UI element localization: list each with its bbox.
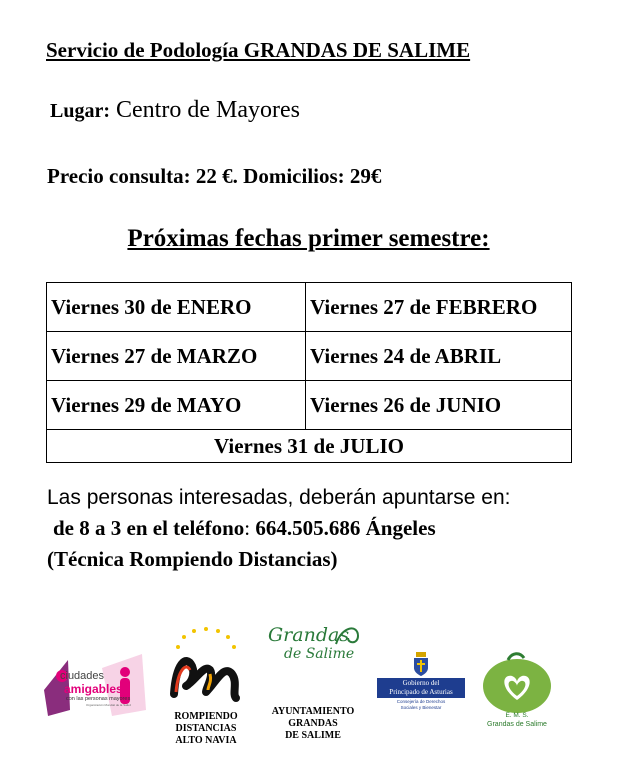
ciudades-line4: Organización Mundial de la Salud: [86, 703, 131, 707]
contact-block: [47, 482, 511, 575]
principado-banner: [377, 678, 465, 698]
dates-table: [46, 282, 572, 463]
date-cell: Viernes 26 de JUNIO: [306, 381, 572, 430]
ciudades-line3: con las personas mayores: [66, 696, 131, 702]
ayuntamiento-logo: [262, 622, 364, 746]
principado-sub: [377, 699, 465, 711]
ayuntamiento-caption-3: DE SALIME: [285, 730, 341, 741]
rompiendo-caption-1: ROMPIENDO: [174, 711, 238, 722]
coat-of-arms-icon: [413, 652, 429, 676]
price-line: Precio consulta: 22 €. Domicilios: 29€: [47, 164, 382, 188]
location-line: [50, 97, 300, 124]
contact-intro: Las personas interesadas, deberán apuntarse en:: [47, 486, 511, 509]
principado-asturias-logo: [377, 652, 467, 714]
date-cell: Viernes 24 de ABRIL: [306, 332, 572, 381]
location-value: Centro de Mayores: [110, 97, 300, 123]
contact-hours: de 8 a 3 en el teléfono: [53, 516, 245, 540]
rompiendo-caption: [166, 711, 246, 747]
schedule-heading: Próximas fechas primer semestre:: [127, 225, 490, 252]
principado-line4: Sociales y Bienestar: [400, 705, 442, 710]
rompiendo-distancias-icon: [166, 624, 246, 706]
date-cell: Viernes 31 de JULIO: [47, 430, 572, 463]
ayuntamiento-caption-1: AYUNTAMIENTO: [271, 706, 355, 717]
principado-line3: Consejería de Derechos: [396, 699, 446, 704]
ciudades-line1: ciudades: [60, 670, 105, 682]
date-cell: Viernes 29 de MAYO: [47, 381, 306, 430]
grandas-swirl-icon: [332, 622, 362, 652]
contact-separator: :: [244, 516, 256, 540]
date-cell: Viernes 30 de ENERO: [47, 283, 306, 332]
contact-phone: 664.505.686 Ángeles: [255, 516, 436, 540]
rompiendo-caption-2: DISTANCIAS: [175, 723, 237, 734]
ems-line2: Grandas de Salime: [487, 721, 547, 728]
principado-line2: Principado de Asturias: [389, 688, 453, 696]
ems-line1: E. M. S.: [505, 712, 529, 719]
grandas-script-logo: [262, 622, 364, 706]
ems-logo: [476, 652, 558, 732]
contact-phone-line: [47, 513, 511, 544]
page-title: Servicio de Podología GRANDAS DE SALIME: [46, 38, 471, 62]
table-row: [47, 430, 572, 463]
grandas-script-2: de Salime: [284, 646, 355, 662]
ciudades-line2: amigables: [64, 682, 123, 696]
grandas-script-1: Grandas: [268, 624, 350, 646]
location-label: Lugar:: [50, 100, 110, 122]
table-row: [47, 381, 572, 430]
ciudades-amigables-logo: [42, 650, 150, 722]
date-cell: Viernes 27 de FEBRERO: [306, 283, 572, 332]
table-row: [47, 283, 572, 332]
table-row: [47, 332, 572, 381]
ayuntamiento-caption-2: GRANDAS: [288, 718, 338, 729]
date-cell: Viernes 27 de MARZO: [47, 332, 306, 381]
rompiendo-caption-3: ALTO NAVIA: [175, 735, 237, 746]
ayuntamiento-caption: [262, 706, 364, 742]
apple-heart-icon: [480, 652, 554, 714]
contact-technician: (Técnica Rompiendo Distancias): [47, 547, 338, 571]
rompiendo-distancias-logo: [166, 624, 246, 746]
principado-line1: Gobierno del: [402, 679, 440, 687]
